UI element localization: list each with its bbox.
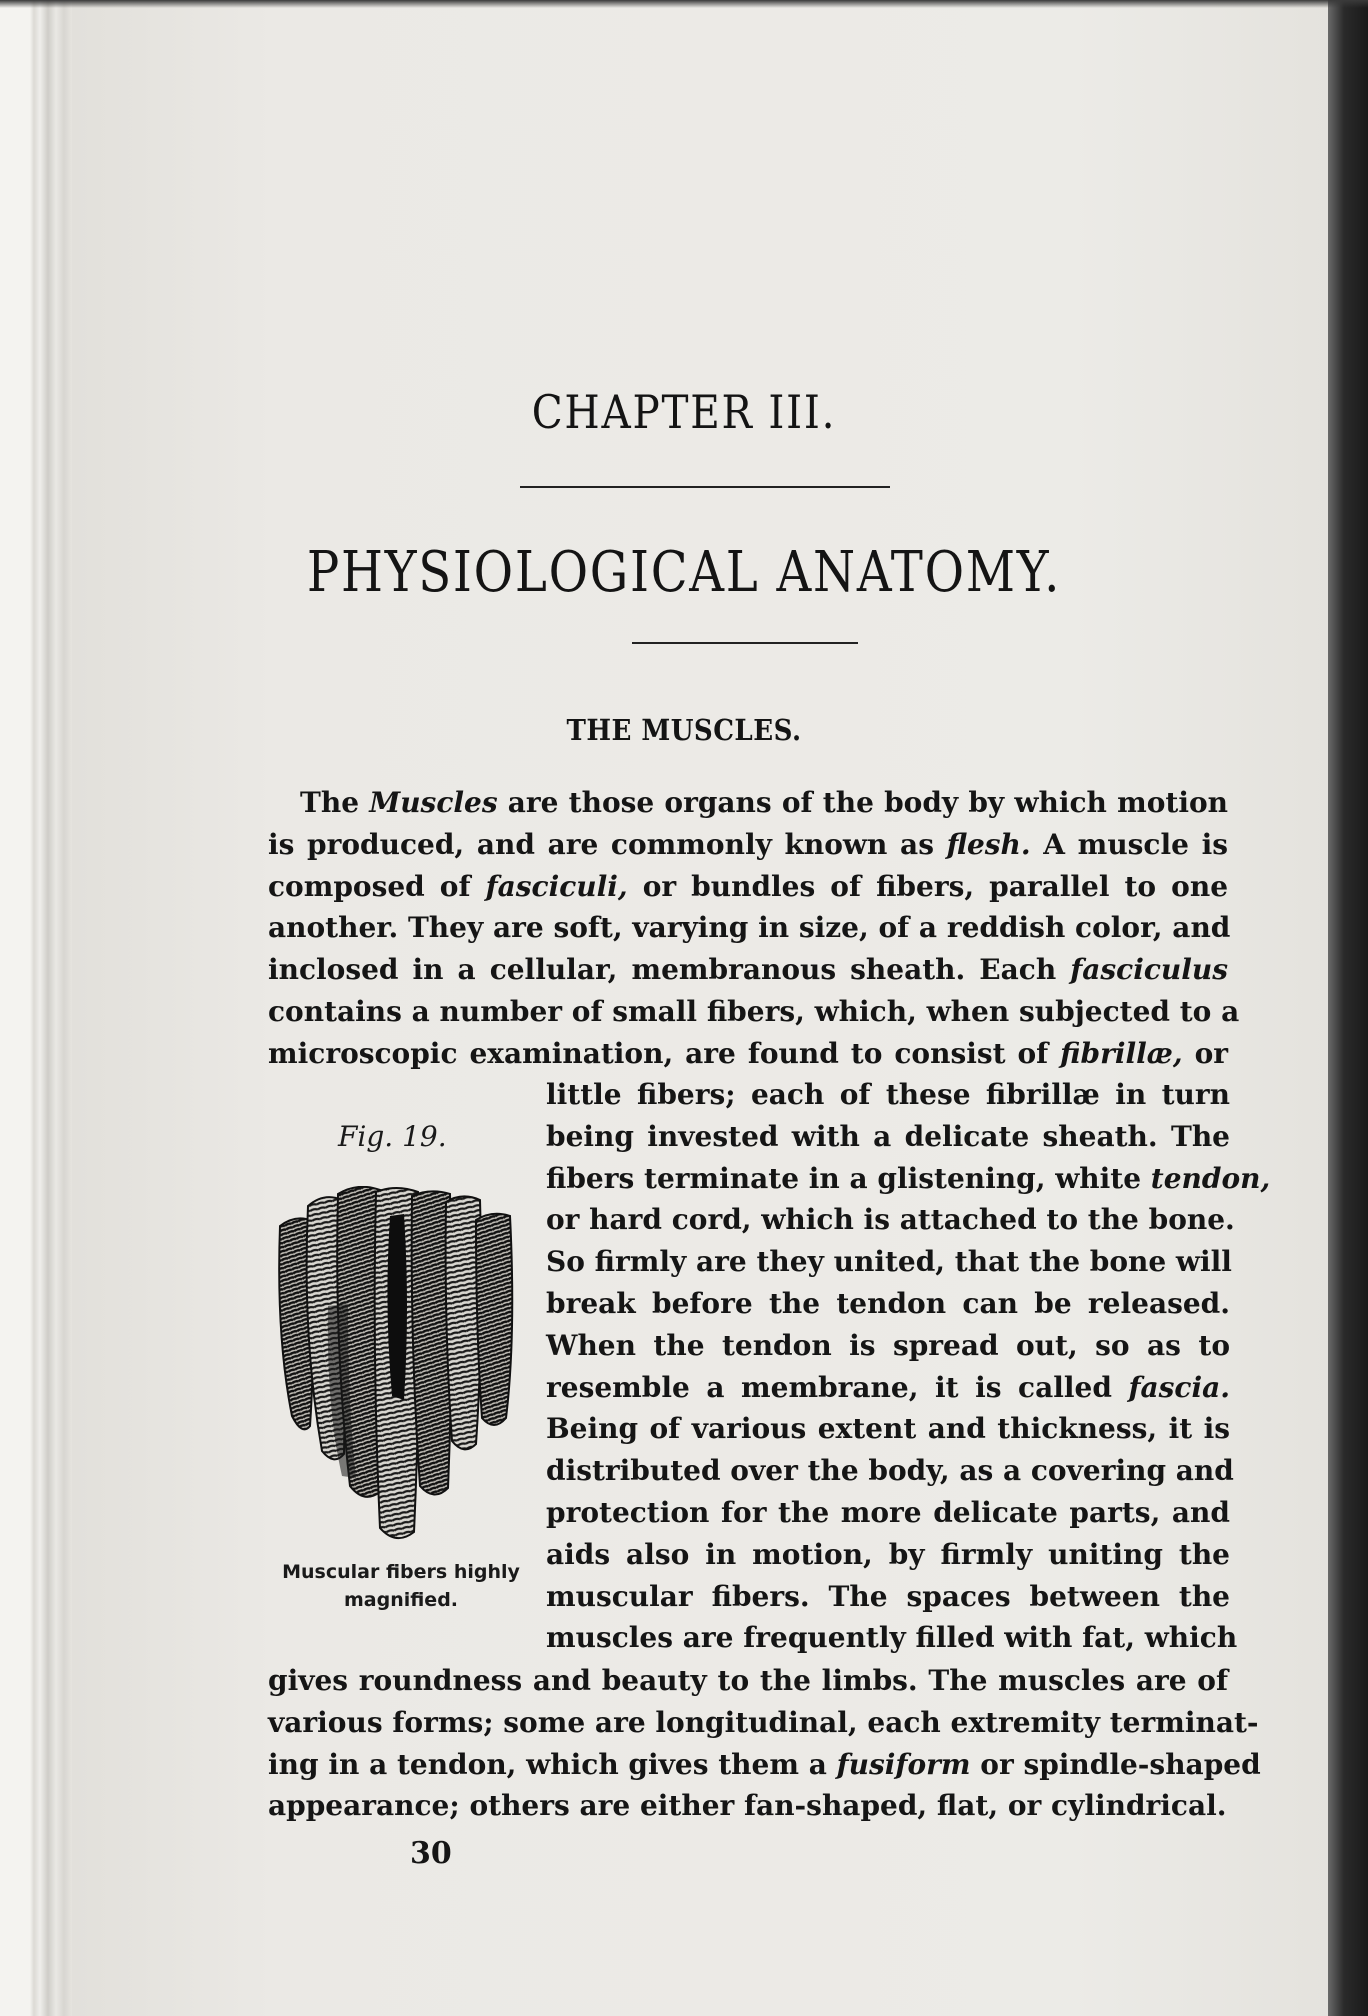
italic-term: fusiform [836,1747,971,1781]
text-run: appearance; others are either fan-shaped, flat, or cylindrical. [268,1789,1227,1823]
text-run: is produced, and are commonly known as [268,827,947,861]
text-line [268,1033,1228,1075]
italic-term: fibrillæ, [1060,1036,1183,1070]
text-line [546,1241,1230,1283]
text-run: Being of various extent and thickness, it is [546,1412,1230,1446]
italic-term: flesh. [946,827,1031,861]
text-line [268,782,1228,824]
figure-caption [262,1558,540,1614]
text-line [546,1617,1238,1659]
italic-term: tendon, [1150,1161,1271,1195]
text-line [268,991,1240,1033]
text-line [268,907,1231,949]
chapter-rule [520,486,890,488]
text-line [268,1744,1261,1786]
text-run: fibers terminate in a glistening, white [546,1161,1151,1195]
text-run: So firmly are they united, that the bone will [546,1245,1232,1279]
text-run: break before the tendon can be released. [546,1286,1230,1320]
text-line [546,1492,1230,1534]
text-run: muscles are frequently filled with fat, which [546,1621,1238,1655]
section-heading: THE MUSCLES. [566,713,802,747]
paragraph-intro [268,782,1240,1075]
page-title: PHYSIOLOGICAL ANATOMY. [306,540,1062,605]
fiber-bundle [387,1214,407,1400]
text-run: little fibers; each of these fibrillæ in turn [546,1078,1230,1111]
text-line [268,866,1228,908]
text-line [546,1576,1230,1618]
text-run: gives roundness and beauty to the limbs. The muscles are of [268,1664,1228,1697]
text-run: contains a number of small fibers, which, when subjected to a [268,994,1240,1028]
text-line [546,1074,1230,1116]
text-run: muscular fibers. The spaces between the [546,1579,1230,1613]
figure-label: Fig. 19. [338,1120,447,1153]
text-run: another. They are soft, varying in size, of a reddish color, and [268,911,1231,945]
binding-shadow [1328,0,1368,2016]
text-run: ing in a tendon, which gives them a [268,1747,837,1781]
paragraph-closing [268,1660,1261,1827]
italic-term: fasciculi, [485,869,628,903]
text-line [546,1199,1235,1241]
text-run: The [300,786,370,819]
muscle-fibers-illustration [272,1186,522,1546]
text-line [268,1702,1259,1744]
text-run: When the tendon is spread out, so as to [546,1328,1230,1362]
text-run: being invested with a delicate sheath. The [546,1119,1230,1153]
text-run: or spindle-shaped [970,1747,1261,1781]
text-run: various forms; some are longitudinal, each extremity terminat- [268,1705,1259,1739]
text-run: or [1182,1036,1228,1070]
text-run: or hard cord, which is attached to the bone. [546,1203,1235,1237]
figure-caption-line: Muscular fibers highly [282,1561,520,1583]
text-line [546,1534,1230,1576]
text-line [546,1325,1230,1367]
fiber-bundle [476,1214,512,1425]
top-shadow [0,0,1368,8]
text-run: or bundles of fibers, parallel to one [627,869,1229,903]
text-line [268,1785,1228,1827]
italic-term: fascia. [1128,1370,1230,1404]
text-line [268,1660,1228,1702]
text-line [546,1158,1271,1200]
text-line [546,1116,1230,1158]
italic-term: Muscles [369,786,498,819]
text-run: distributed over the body, as a covering and [546,1454,1234,1488]
text-run: protection for the more delicate parts, and [546,1495,1230,1529]
italic-term: fasciculus [1070,953,1228,987]
text-line [546,1367,1230,1409]
text-line [268,824,1228,866]
text-run: A muscle is [1030,827,1228,861]
text-run: resemble a membrane, it is called [546,1370,1129,1404]
text-run: aids also in motion, by firmly uniting the [546,1537,1230,1571]
text-line [546,1450,1234,1492]
text-run: composed of [268,869,486,903]
figure-caption-line: magnified. [343,1589,459,1611]
text-line [546,1408,1230,1450]
text-run: microscopic examination, are found to consist of [268,1036,1061,1070]
page-number: 30 [410,1836,452,1871]
title-rule [632,642,858,644]
book-page-edges [0,0,72,2016]
text-line [268,949,1228,991]
text-run: inclosed in a cellular, membranous sheath. Each [268,953,1071,987]
text-run: are those organs of the body by which motion [497,786,1228,819]
paragraph-beside-figure [546,1074,1271,1659]
chapter-heading: CHAPTER III. [531,385,837,439]
text-line [546,1283,1230,1325]
